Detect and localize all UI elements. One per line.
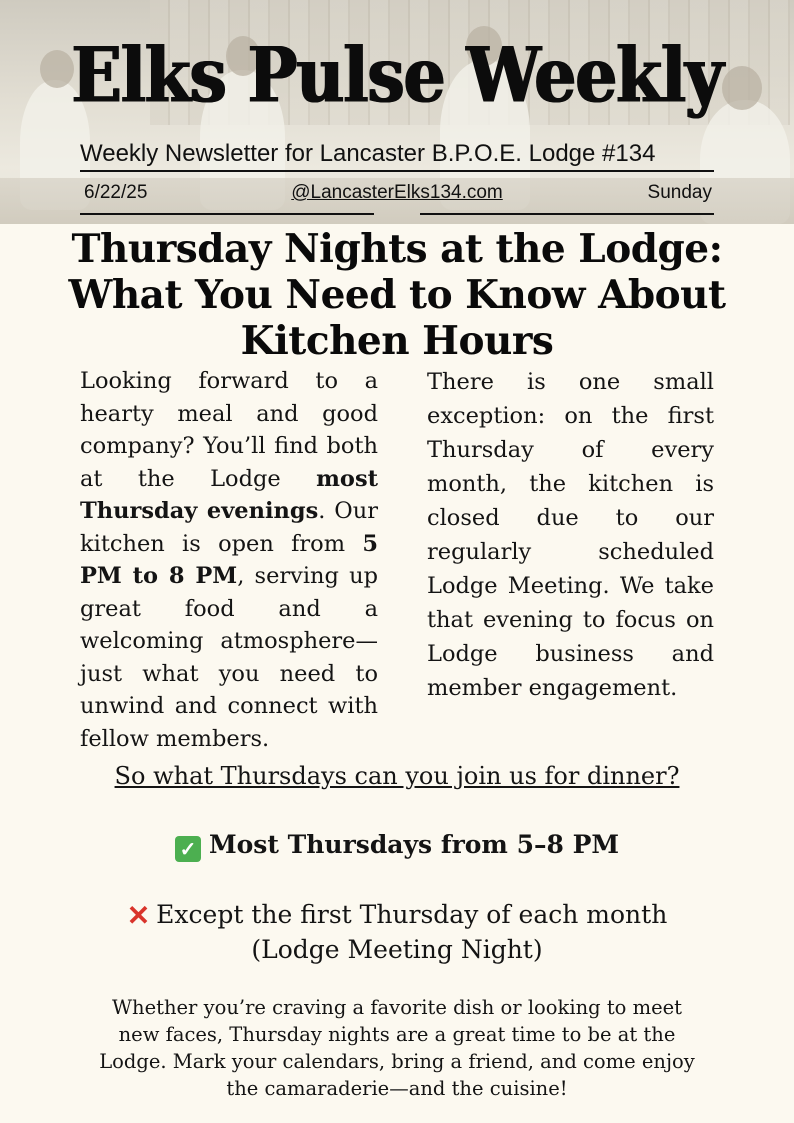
subtitle-rule: [80, 170, 714, 172]
left-bold-1: most Thursday evenings: [80, 465, 378, 524]
issue-date: 6/22/25: [84, 182, 148, 203]
newsletter-title: Elks Pulse Weekly: [71, 30, 723, 120]
newsletter-subtitle: Weekly Newsletter for Lancaster B.P.O.E. Lodge #134: [80, 140, 656, 167]
dinner-question: So what Thursdays can you join us for dinner?: [114, 762, 680, 790]
article-headline: Thursday Nights at the Lodge: What You Need to Know About Kitchen Hours: [68, 226, 726, 364]
meta-rule-left: [80, 213, 374, 215]
closing-paragraph: Whether you’re craving a favorite dish or looking to meet new faces, Thursday nights are a great time to be at the Lodge. Mark your calendars, bring a friend, and come enjoy the camaraderie—and the cuisine!: [99, 996, 695, 1100]
left-text-1: Looking forward to a hearty meal and good company? You’ll find both at the Lodge: [80, 368, 378, 492]
left-text-3: , serving up great food and a welcoming atmosphere—just what you need to unwind and connect with fellow members.: [80, 563, 378, 752]
closed-thursday-item: [0, 898, 794, 967]
check-mark-icon: ✓: [175, 836, 201, 862]
masthead-header: [0, 0, 794, 224]
left-text-2: . Our kitchen is open from: [80, 498, 378, 557]
meta-rule-right: [420, 213, 714, 215]
open-thursdays-item: [0, 830, 794, 862]
closed-thursday-note: (Lodge Meeting Night): [251, 935, 543, 964]
article-left-column: [80, 365, 378, 755]
website-link[interactable]: @LancasterElks134.com: [291, 182, 503, 203]
cross-mark-icon: ✕: [126, 899, 151, 932]
open-thursdays-text: Most Thursdays from 5–8 PM: [208, 830, 620, 859]
left-bold-2: 5 PM to 8 PM: [80, 530, 378, 589]
article-right-column: There is one small exception: on the first Thursday of every month, the kitchen is closed due to our regularly scheduled Lodge Meeting. We take that evening to focus on Lodge business and member engagement.: [427, 369, 714, 701]
closed-thursday-text: Except the first Thursday of each month: [156, 900, 668, 929]
issue-day: Sunday: [647, 182, 712, 203]
